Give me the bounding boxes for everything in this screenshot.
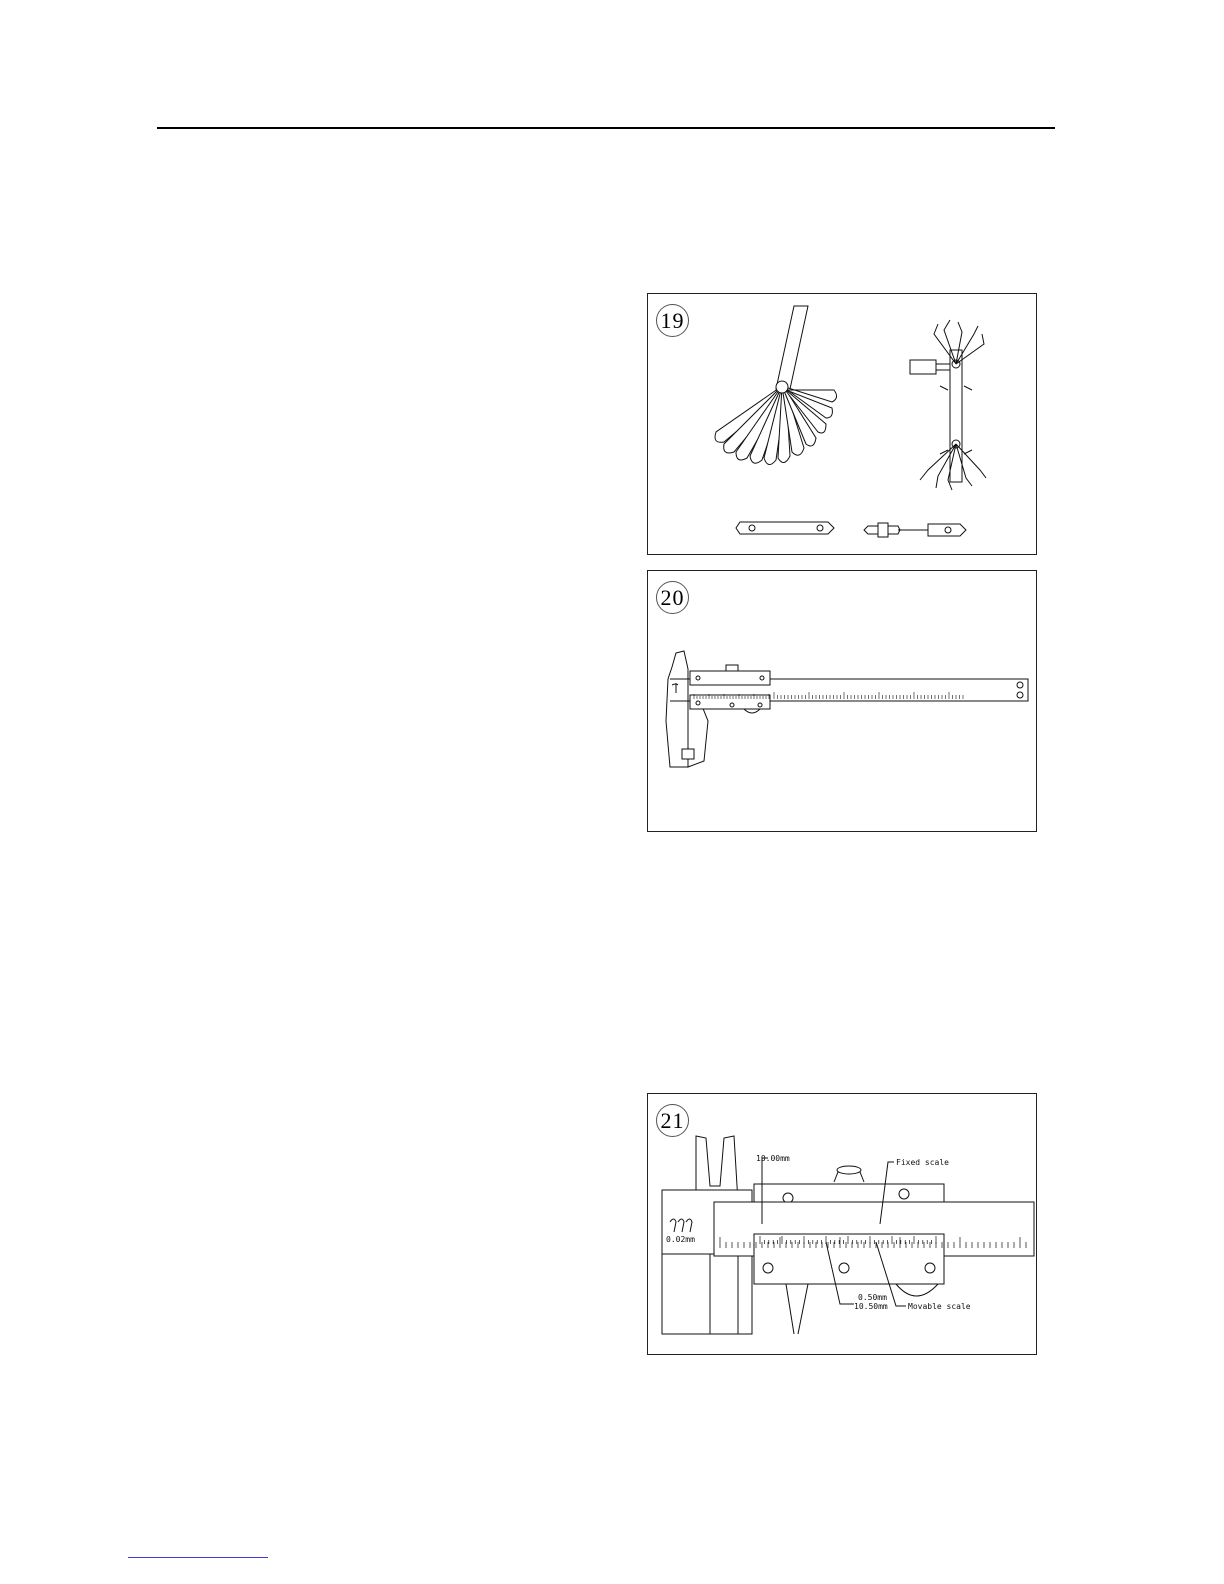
figure-20-panel: [647, 570, 1037, 832]
label-resolution: 0.02mm: [666, 1235, 695, 1244]
vernier-caliper-illustration: [648, 571, 1036, 831]
feeler-gauge-illustration: [648, 294, 1036, 554]
figure-number: 20: [656, 581, 689, 614]
footnote-rule: [128, 1557, 268, 1558]
caliper-reading-illustration: [648, 1094, 1036, 1354]
figure-number: 21: [656, 1104, 689, 1137]
figure-number: 19: [656, 304, 689, 337]
label-fixed-scale: Fixed scale: [896, 1158, 949, 1167]
label-total-reading: 10.50mm: [854, 1302, 888, 1311]
figure-21-panel: [647, 1093, 1037, 1355]
header-rule: [157, 127, 1055, 129]
feeler-blades: [715, 386, 837, 465]
label-half-reading: 0.50mm: [858, 1293, 887, 1302]
small-tools: [736, 522, 966, 537]
figure-19-panel: [647, 293, 1037, 555]
label-zero-reading: 10.00mm: [756, 1154, 790, 1163]
gap-tool: [910, 320, 986, 490]
label-movable-scale: Movable scale: [908, 1302, 971, 1311]
